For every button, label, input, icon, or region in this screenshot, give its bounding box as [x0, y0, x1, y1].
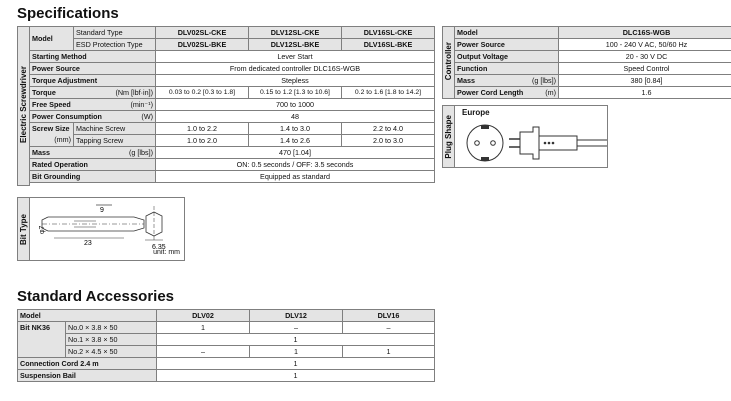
bit-row-no0-dlv12: –	[250, 322, 343, 334]
controller-function-label: Function	[455, 63, 559, 75]
plug-shape-box	[442, 105, 608, 168]
accessories-col-dlv02: DLV02	[157, 310, 250, 322]
model-standard-2: DLV12SL-CKE	[249, 27, 342, 39]
bit-row-no0-dlv02: 1	[157, 322, 250, 334]
controller-mass-value: 380 [0.84]	[559, 75, 731, 87]
bit-row-no1-value: 1	[157, 334, 435, 346]
accessories-title: Standard Accessories	[17, 288, 175, 305]
accessories-col-dlv12: DLV12	[250, 310, 343, 322]
starting-method-label: Starting Method	[30, 51, 156, 63]
machine-screw-label: Machine Screw	[74, 123, 156, 135]
torque-label: Torque (Nm [lbf·in])	[30, 87, 156, 99]
suspension-bail-label: Suspension Bail	[18, 370, 157, 382]
europe-plug-icon	[457, 117, 607, 167]
standard-type-label: Standard Type	[74, 27, 156, 39]
power-consumption-label: Power Consumption (W)	[30, 111, 156, 123]
controller-side-label: Controller	[443, 27, 455, 99]
mass-value: 470 [1.04]	[156, 147, 435, 159]
bit-drawing-icon	[34, 202, 184, 252]
bit-unit-note: unit: mm	[153, 249, 180, 256]
tapping-screw-value-2: 1.4 to 2.6	[249, 135, 342, 147]
bit-row-no1-label: No.1 × 3.8 × 50	[66, 334, 157, 346]
accessories-table	[17, 309, 435, 382]
model-label: Model	[30, 27, 74, 51]
tapping-screw-label: Tapping Screw	[74, 135, 156, 147]
bit-dim-9: 9	[100, 207, 104, 214]
controller-mass-label: Mass (g [lbs])	[455, 75, 559, 87]
machine-screw-value-1: 1.0 to 2.2	[156, 123, 249, 135]
bit-dim-23: 23	[84, 240, 92, 247]
accessories-col-dlv16: DLV16	[343, 310, 435, 322]
torque-adjustment-label: Torque Adjustment	[30, 75, 156, 87]
controller-power-source-value: 100 - 240 V AC, 50/60 Hz	[559, 39, 731, 51]
specifications-title: Specifications	[17, 5, 119, 22]
plug-side-label: Plug Shape	[443, 106, 455, 167]
controller-model-value: DLC16S-WGB	[559, 27, 731, 39]
connection-cord-label: Connection Cord 2.4 m	[18, 358, 157, 370]
bit-dim-635: 6.35	[152, 244, 166, 251]
model-esd-3: DLV16SL-BKE	[342, 39, 435, 51]
torque-value-2: 0.15 to 1.2 [1.3 to 10.6]	[249, 87, 342, 99]
accessories-model-label: Model	[18, 310, 157, 322]
plug-region-label: Europe	[462, 108, 490, 117]
bit-row-no2-dlv02: –	[157, 346, 250, 358]
model-standard-1: DLV02SL-CKE	[156, 27, 249, 39]
screw-size-label: Screw Size (mm)	[30, 123, 74, 147]
bit-dim-phi7: φ7	[39, 225, 46, 234]
controller-output-voltage-label: Output Voltage	[455, 51, 559, 63]
starting-method-value: Lever Start	[156, 51, 435, 63]
bit-row-no2-label: No.2 × 4.5 × 50	[66, 346, 157, 358]
screwdriver-spec-table	[17, 26, 435, 186]
controller-function-value: Speed Control	[559, 63, 731, 75]
machine-screw-value-2: 1.4 to 3.0	[249, 123, 342, 135]
bit-nk36-label: Bit NK36	[18, 322, 66, 358]
suspension-bail-value: 1	[157, 370, 435, 382]
bit-row-no2-dlv16: 1	[343, 346, 435, 358]
model-esd-1: DLV02SL-BKE	[156, 39, 249, 51]
controller-cord-length-value: 1.6	[559, 87, 731, 99]
rated-operation-value: ON: 0.5 seconds / OFF: 3.5 seconds	[156, 159, 435, 171]
power-source-value: From dedicated controller DLC16S-WGB	[156, 63, 435, 75]
screwdriver-side-label: Electric Screwdriver	[18, 27, 30, 186]
bit-side-label: Bit Type	[18, 198, 30, 260]
esd-type-label: ESD Protection Type	[74, 39, 156, 51]
torque-adjustment-value: Stepless	[156, 75, 435, 87]
bit-grounding-label: Bit Grounding	[30, 171, 156, 183]
controller-power-source-label: Power Source	[455, 39, 559, 51]
torque-value-1: 0.03 to 0.2 [0.3 to 1.8]	[156, 87, 249, 99]
rated-operation-label: Rated Operation	[30, 159, 156, 171]
power-consumption-value: 48	[156, 111, 435, 123]
tapping-screw-value-1: 1.0 to 2.0	[156, 135, 249, 147]
bit-row-no2-dlv12: 1	[250, 346, 343, 358]
connection-cord-value: 1	[157, 358, 435, 370]
bit-row-no0-dlv16: –	[343, 322, 435, 334]
mass-label: Mass (g [lbs])	[30, 147, 156, 159]
free-speed-value: 700 to 1000	[156, 99, 435, 111]
controller-spec-table	[442, 26, 731, 99]
model-esd-2: DLV12SL-BKE	[249, 39, 342, 51]
torque-value-3: 0.2 to 1.6 [1.8 to 14.2]	[342, 87, 435, 99]
controller-output-voltage-value: 20 - 30 V DC	[559, 51, 731, 63]
model-standard-3: DLV16SL-CKE	[342, 27, 435, 39]
bit-row-no0-label: No.0 × 3.8 × 50	[66, 322, 157, 334]
bit-grounding-value: Equipped as standard	[156, 171, 435, 183]
tapping-screw-value-3: 2.0 to 3.0	[342, 135, 435, 147]
controller-cord-length-label: Power Cord Length (m)	[455, 87, 559, 99]
power-source-label: Power Source	[30, 63, 156, 75]
table-spacer	[30, 183, 435, 186]
controller-model-label: Model	[455, 27, 559, 39]
bit-type-box	[17, 197, 185, 261]
free-speed-label: Free Speed (min⁻¹)	[30, 99, 156, 111]
machine-screw-value-3: 2.2 to 4.0	[342, 123, 435, 135]
